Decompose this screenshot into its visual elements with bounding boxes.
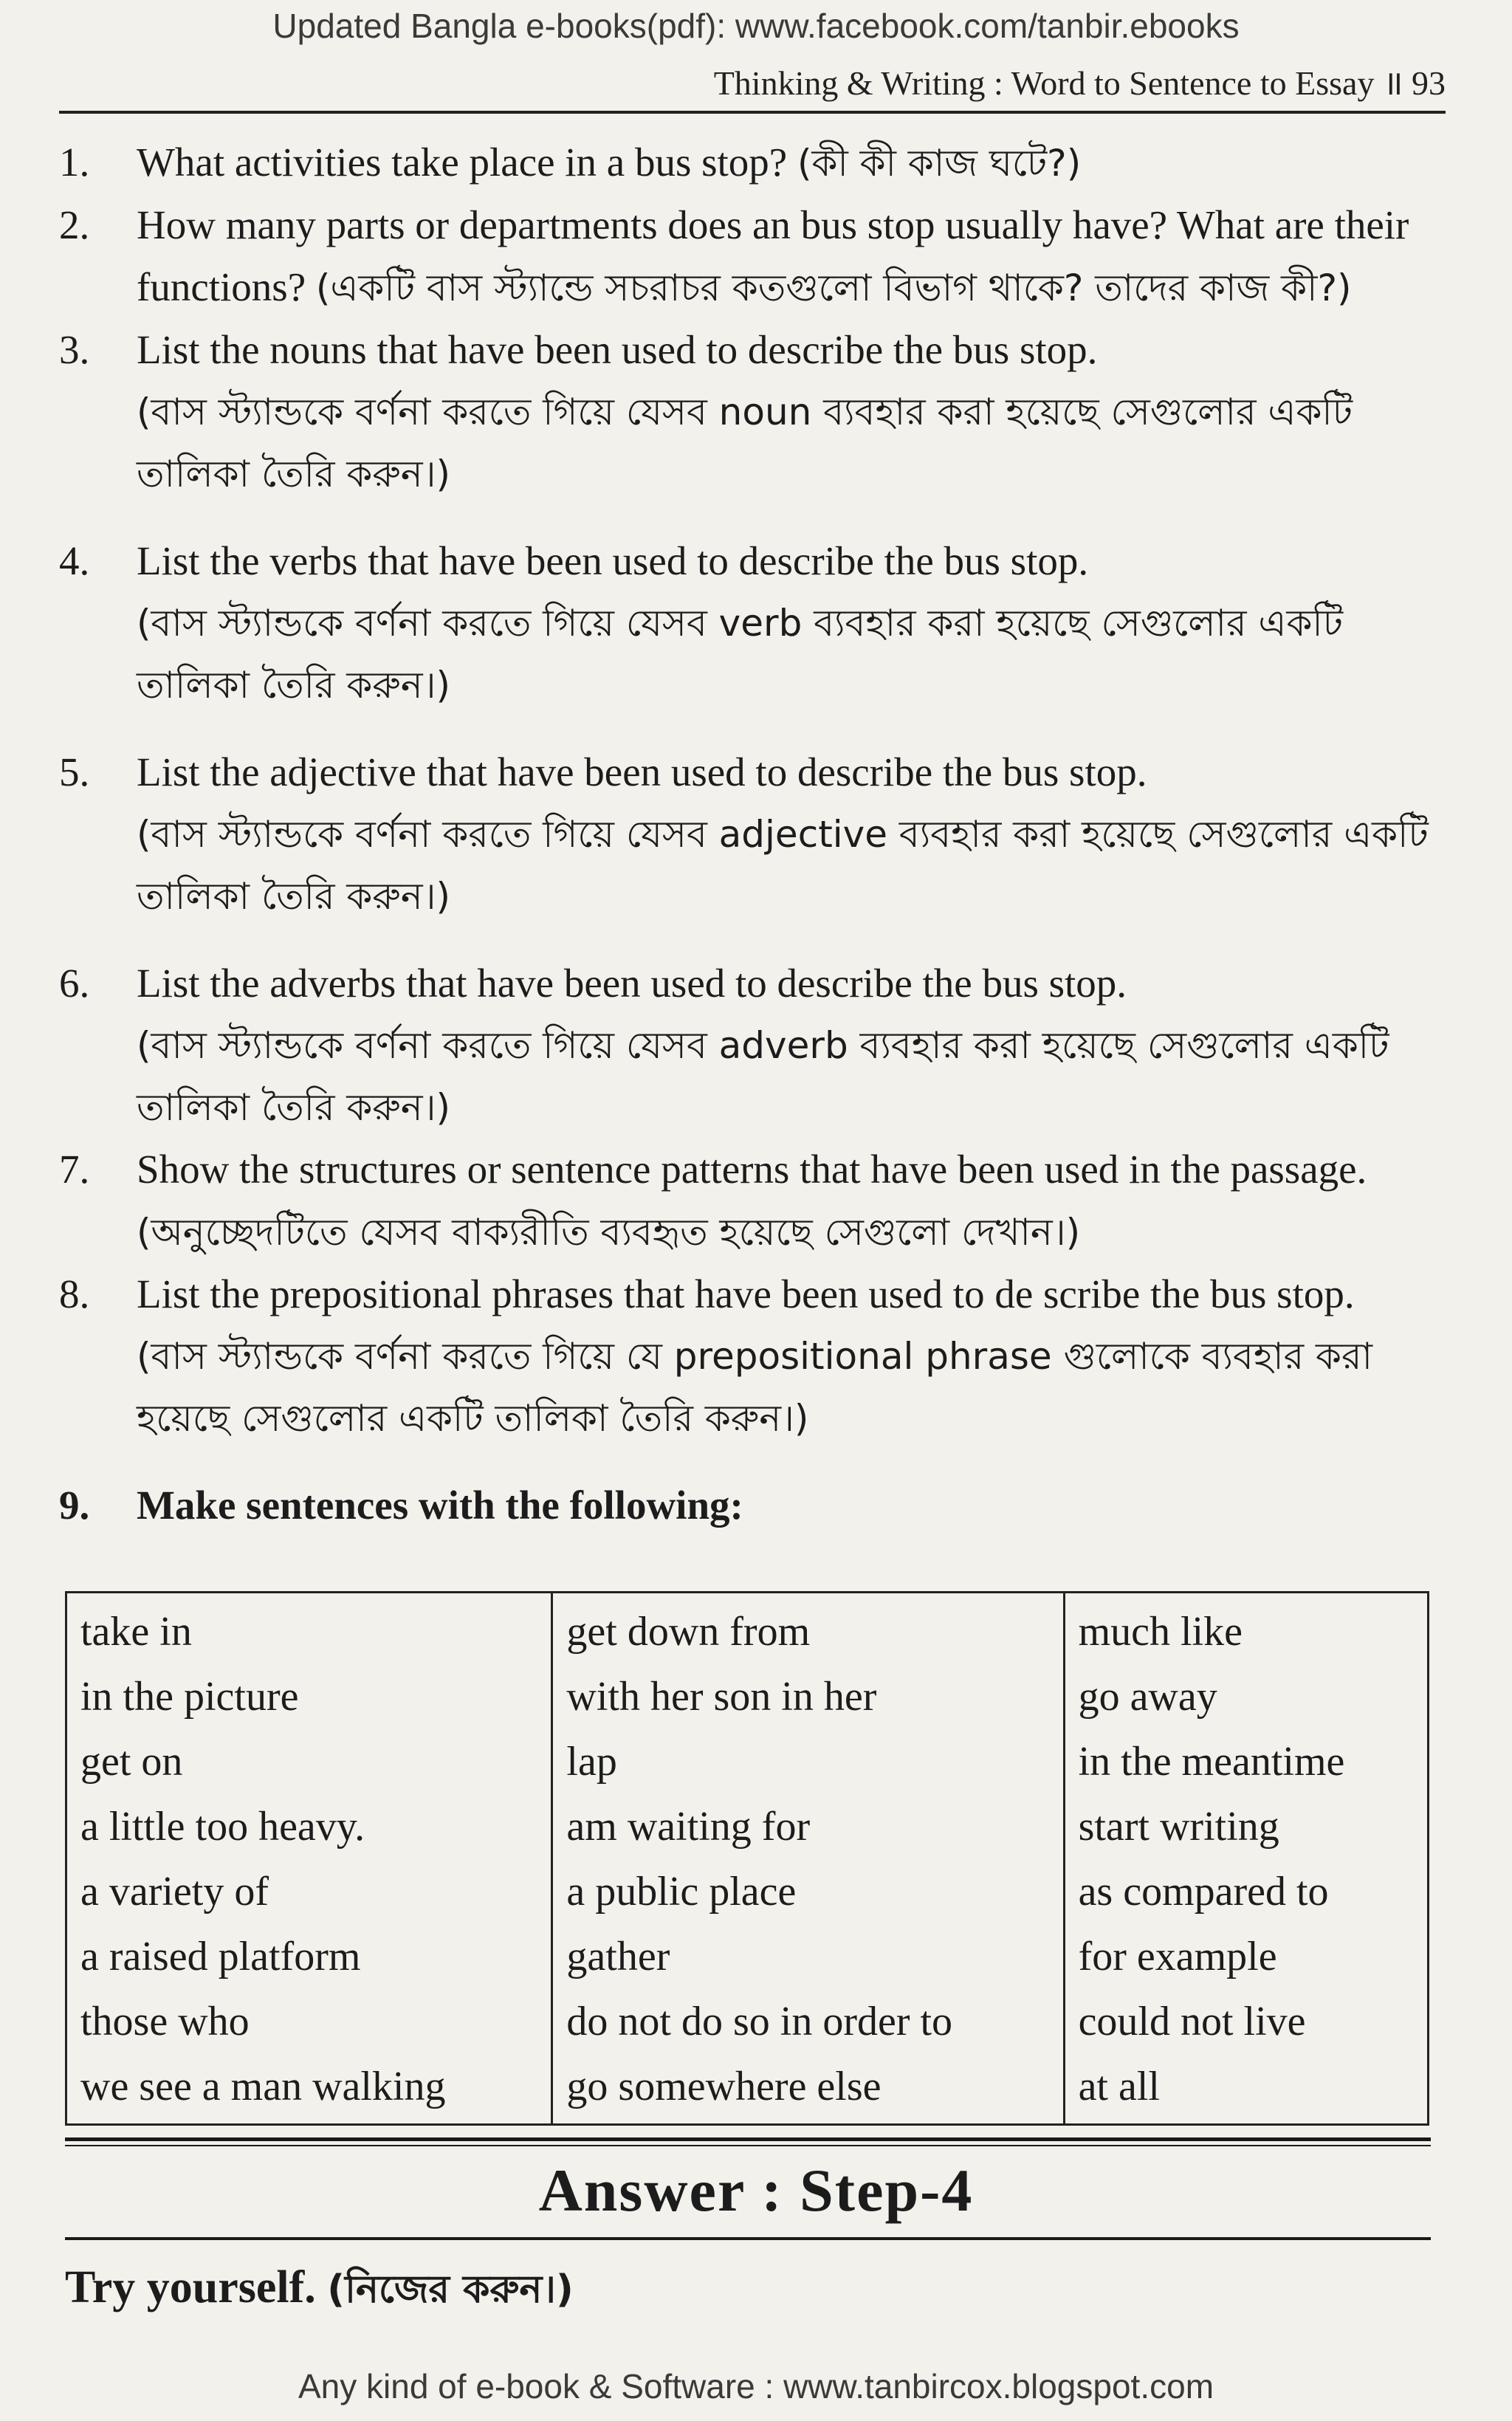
question-text — [137, 1139, 1447, 1263]
question-bangla: (একটি বাস স্ট্যান্ডে সচরাচর কতগুলো বিভাগ থাকে? তাদের কাজ কী?) — [315, 267, 1352, 309]
try-bangla: (নিজের করুন।) — [327, 2267, 574, 2312]
question-english: List the adverbs that have been used to describe the bus stop. — [137, 961, 1127, 1006]
question-text — [137, 741, 1447, 927]
question-number: 1. — [59, 140, 90, 185]
phrase: a public place — [566, 1869, 797, 1915]
phrase: gather — [566, 1934, 670, 1979]
answer-rule-top-thin — [65, 2145, 1431, 2146]
phrase: a variety of — [80, 1869, 269, 1915]
phrase: get on — [80, 1739, 183, 1785]
question-number: 8. — [59, 1271, 90, 1316]
question-bangla: (বাস স্ট্যান্ডকে বর্ণনা করতে গিয়ে যেসব noun ব্যবহার করা হয়েছে সেগুলোর একটি তালিকা তৈরি করুন।) — [137, 391, 1353, 495]
question-bangla: (অনুচ্ছেদটিতে যেসব বাক্যরীতি ব্যবহৃত হয়েছে সেগুলো দেখান।) — [137, 1211, 1081, 1254]
phrase: with her son in her — [566, 1674, 877, 1720]
question-number: 6. — [59, 961, 90, 1006]
question-number: 2. — [59, 202, 90, 247]
question-english: How many parts or departments does an bus stop usually have? What are their functions? — [137, 202, 1409, 309]
header-rule — [59, 111, 1446, 114]
phrase: go away — [1078, 1674, 1217, 1720]
question-item — [59, 131, 1447, 194]
phrase: go somewhere else — [566, 2064, 882, 2109]
question-english: List the nouns that have been used to describe the bus stop. — [137, 327, 1098, 372]
phrase: for example — [1078, 1934, 1277, 1979]
question-item — [59, 194, 1447, 319]
question-list — [59, 131, 1447, 1536]
question-number: 4. — [59, 538, 90, 583]
try-yourself — [65, 2259, 574, 2324]
phrases-table — [65, 1591, 1429, 2126]
phrase: start writing — [1078, 1804, 1279, 1850]
question-bangla: (বাস স্ট্যান্ডকে বর্ণনা করতে গিয়ে যেসব adjective ব্যবহার করা হয়েছে সেগুলোর একটি তালিকা তৈরি করুন।) — [137, 813, 1429, 918]
question-text — [137, 319, 1447, 505]
answer-rule-bottom — [65, 2237, 1431, 2240]
watermark-bottom: Any kind of e-book & Software : www.tanbircox.blogspot.com — [298, 2367, 1214, 2405]
question-bangla: (বাস স্ট্যান্ডকে বর্ণনা করতে গিয়ে যেসব adverb ব্যবহার করা হয়েছে সেগুলোর একটি তালিকা তৈরি করুন।) — [137, 1024, 1389, 1129]
question-number: 7. — [59, 1147, 90, 1192]
watermark-top: Updated Bangla e-books(pdf): www.facebook.com/tanbir.ebooks — [272, 7, 1240, 45]
question-number: 9. — [59, 1483, 90, 1528]
question-bangla: (বাস স্ট্যান্ডকে বর্ণনা করতে গিয়ে যেসব verb ব্যবহার করা হয়েছে সেগুলোর একটি তালিকা তৈরি করুন।) — [137, 602, 1343, 707]
phrase: take in — [80, 1609, 192, 1655]
running-head: Thinking & Writing : Word to Sentence to Essay ॥ 93 — [713, 64, 1446, 102]
question-english: Show the structures or sentence patterns that have been used in the passage. — [137, 1147, 1367, 1192]
question-number: 5. — [59, 749, 90, 794]
phrase: at all — [1078, 2064, 1160, 2109]
phrase: get down from — [566, 1609, 811, 1655]
question-item — [59, 530, 1447, 716]
phrase: as compared to — [1078, 1869, 1329, 1915]
question-number: 3. — [59, 327, 90, 372]
question-text — [137, 131, 1447, 194]
phrase: in the meantime — [1078, 1739, 1345, 1785]
question-english: List the prepositional phrases that have been used to de scribe the bus stop. — [137, 1271, 1355, 1316]
phrase: am waiting for — [566, 1804, 811, 1850]
phrase: in the picture — [80, 1674, 299, 1720]
answer-rule-top — [65, 2137, 1431, 2141]
phrases-column-3 — [1064, 1593, 1428, 2125]
question-item — [59, 319, 1447, 505]
question-item — [59, 1139, 1447, 1263]
question-text — [137, 952, 1447, 1139]
question-text: Make sentences with the following: — [137, 1483, 743, 1528]
phrases-column-2 — [552, 1593, 1064, 2125]
question-item — [59, 1474, 1447, 1536]
question-english: List the adjective that have been used to describe the bus stop. — [137, 749, 1147, 794]
phrase: could not live — [1078, 1999, 1306, 2044]
question-item — [59, 952, 1447, 1139]
question-text — [137, 530, 1447, 716]
phrase: do not do so in order to — [566, 1999, 953, 2044]
question-text — [137, 194, 1447, 319]
question-english: List the verbs that have been used to describe the bus stop. — [137, 538, 1089, 583]
phrase: a raised platform — [80, 1934, 361, 1979]
phrase: a little too heavy. — [80, 1804, 365, 1850]
question-bangla: (কী কী কাজ ঘটে?) — [797, 142, 1082, 185]
question-bangla: (বাস স্ট্যান্ডকে বর্ণনা করতে গিয়ে যে prepositional phrase গুলোকে ব্যবহার করা হয়েছে সেগুলোর একটি তালিকা তৈরি করুন।) — [137, 1335, 1373, 1440]
question-english: What activities take place in a bus stop? — [137, 140, 788, 185]
answer-heading: Answer : Step-4 — [538, 2157, 974, 2224]
question-text — [137, 1263, 1447, 1449]
question-item — [59, 741, 1447, 927]
phrase: lap — [566, 1739, 617, 1785]
phrase: we see a man walking — [80, 2064, 446, 2109]
try-english: Try yourself. — [65, 2262, 316, 2312]
question-item — [59, 1263, 1447, 1449]
phrase: much like — [1078, 1609, 1243, 1655]
phrases-column-1 — [66, 1593, 552, 2125]
phrase: those who — [80, 1999, 250, 2044]
